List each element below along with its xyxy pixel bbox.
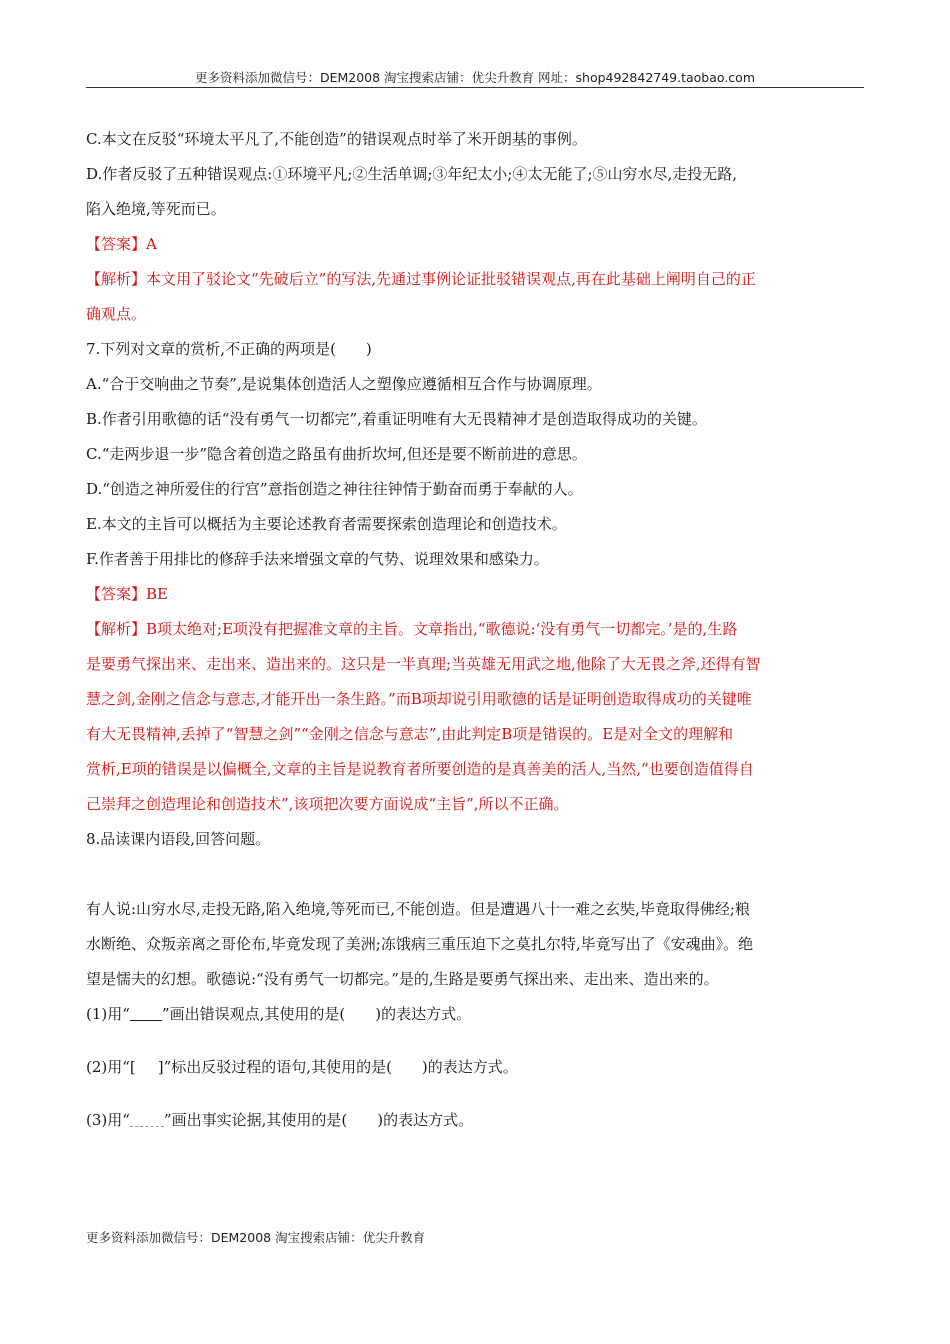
option-d-cont: 陷入绝境,等死而已。 [86, 200, 226, 218]
sub-question-1 [86, 997, 864, 1032]
analysis-7-line-1: 【解析】B项太绝对;E项没有把握准文章的主旨。文章指出,“歌德说:‘没有勇气一切都完。’是的,生路 [86, 620, 738, 638]
passage-line-3: 望是懦夫的幻想。歌德说:“没有勇气一切都完。”是的,生路是要勇气探出来、走出来、造出来的。 [86, 970, 719, 988]
analysis-7-line-6: 己崇拜之创造理论和创造技术”,该项把次要方面说成“主旨”,所以不正确。 [86, 795, 569, 813]
blank-spacer [86, 1085, 864, 1103]
blank-spacer [86, 857, 864, 892]
analysis-7-line-5: 赏析,E项的错误是以偏概全,文章的主旨是说教育者所要创造的是真善美的活人,当然,“也要创造值得自 [86, 760, 754, 778]
wavy-underline-blank [130, 1114, 164, 1127]
analysis-7-line-3: 慧之剑,金刚之信念与意志,才能开出一条生路。”而B项却说引用歌德的话是证明创造取得成功的关键唯 [86, 690, 752, 708]
page-header: 更多资料添加微信号：DEM2008 淘宝搜索店铺：优尖升教育 网址：shop492842749.taobao.com [194, 70, 756, 85]
option-c: C.本文在反驳“环境太平凡了,不能创造”的错误观点时举了米开朗基的事例。 [86, 130, 587, 148]
page-footer: 更多资料添加微信号：DEM2008 淘宝搜索店铺：优尖升教育 [86, 1230, 426, 1245]
document-body [86, 122, 864, 1138]
analysis-6-cont: 确观点。 [86, 305, 147, 323]
passage-line-1: 有人说:山穷水尽,走投无路,陷入绝境,等死而已,不能创造。但是遭遇八十一难之玄奘,毕竟取得佛经;粮 [86, 900, 750, 918]
q7-option-b: B.作者引用歌德的话“没有勇气一切都完”,着重证明唯有大无畏精神才是创造取得成功的关键。 [86, 410, 707, 428]
sub-question-2 [86, 1050, 864, 1085]
option-d: D.作者反驳了五种错误观点:①环境平凡;②生活单调;③年纪太小;④太无能了;⑤山穷水尽,走投无路, [86, 165, 738, 183]
sub3-prefix: (3)用“ [86, 1111, 130, 1129]
q7-option-f: F.作者善于用排比的修辞手法来增强文章的气势、说理效果和感染力。 [86, 550, 549, 568]
header-divider [86, 87, 864, 88]
blank-spacer [86, 1032, 864, 1050]
question-8: 8.品读课内语段,回答问题。 [86, 830, 271, 848]
passage-line-2: 水断绝、众叛亲离之哥伦布,毕竟发现了美洲;冻饿病三重压迫下之莫扎尔特,毕竟写出了《安魂曲》。绝 [86, 935, 754, 953]
answer-6: 【答案】A [86, 235, 157, 253]
q7-option-d: D.“创造之神所爱住的行宫”意指创造之神往往钟情于勤奋而勇于奉献的人。 [86, 480, 583, 498]
sub1-prefix: (1)用“ [86, 1005, 130, 1023]
sub2-suffix: ]”标出反驳过程的语句,其使用的是( )的表达方式。 [157, 1058, 518, 1076]
analysis-7-line-2: 是要勇气探出来、走出来、造出来的。这只是一半真理;当英雄无用武之地,他除了大无畏之斧,还得有智 [86, 655, 761, 673]
q7-option-a: A.“合于交响曲之节奏”,是说集体创造活人之塑像应遵循相互合作与协调原理。 [86, 375, 602, 393]
analysis-7-line-4: 有大无畏精神,丢掉了“智慧之剑”“金刚之信念与意志”,由此判定B项是错误的。E是对全文的理解和 [86, 725, 734, 743]
analysis-6: 【解析】本文用了驳论文“先破后立”的写法,先通过事例论证批驳错误观点,再在此基础上阐明自己的正 [86, 270, 756, 288]
q7-option-c: C.“走两步退一步”隐含着创造之路虽有曲折坎坷,但还是要不断前进的意思。 [86, 445, 587, 463]
underline-blank [130, 1006, 162, 1021]
answer-7: 【答案】BE [86, 585, 168, 603]
sub3-suffix: ”画出事实论据,其使用的是( )的表达方式。 [163, 1111, 474, 1129]
sub-question-3 [86, 1103, 864, 1138]
sub2-prefix: (2)用“[ [86, 1058, 136, 1076]
sub1-suffix: ”画出错误观点,其使用的是( )的表达方式。 [161, 1005, 472, 1023]
q7-option-e: E.本文的主旨可以概括为主要论述教育者需要探索创造理论和创造技术。 [86, 515, 567, 533]
question-7: 7.下列对文章的赏析,不正确的两项是( ) [86, 340, 372, 358]
